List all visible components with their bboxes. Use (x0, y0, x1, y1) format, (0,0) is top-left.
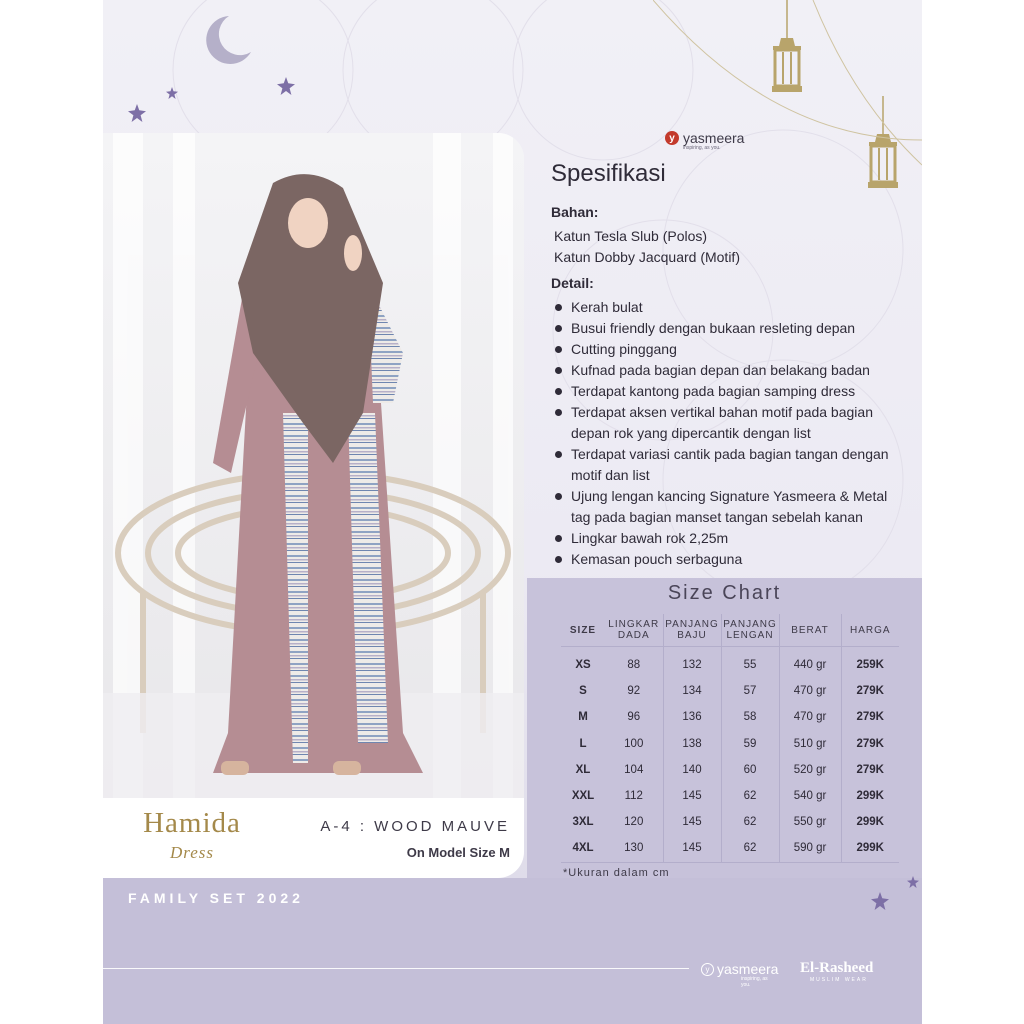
cell-weight: 510 gr (779, 731, 841, 757)
cell-chest: 104 (605, 757, 663, 783)
cell-body-length: 145 (663, 783, 721, 809)
cell-body-length: 132 (663, 647, 721, 679)
product-type: Dress (169, 843, 215, 862)
partner-brand-name: El-Rasheed (800, 960, 874, 976)
yasmeera-logo-icon: y (665, 131, 679, 145)
detail-list (551, 297, 903, 570)
footer-brand-tagline: inspiring, as you. (741, 976, 768, 988)
partner-logo (800, 959, 874, 983)
cell-price: 299K (856, 842, 884, 855)
product-sheet (103, 0, 922, 1024)
yasmeera-logo-icon: y (701, 963, 714, 976)
list-item: Terdapat variasi cantik pada bagian tangan dengan motif dan list (551, 444, 903, 486)
cell-weight: 520 gr (779, 757, 841, 783)
size-chart-title: Size Chart (667, 582, 782, 604)
table-row (561, 647, 899, 679)
list-item: Terdapat aksen vertikal bahan motif pada bagian depan rok yang dipercantik dengan list (551, 402, 903, 444)
brand-logo (665, 130, 745, 151)
table-row (561, 809, 899, 835)
cell-weight: 550 gr (779, 809, 841, 835)
detail-label: Detail: (551, 275, 594, 291)
cell-chest: 100 (605, 731, 663, 757)
header-body-length: PANJANG BAJU (663, 614, 721, 647)
cell-body-length: 134 (663, 678, 721, 704)
crescent-moon-icon (199, 12, 255, 68)
star-icon (871, 892, 889, 910)
cell-body-length: 145 (663, 835, 721, 862)
footer-divider (103, 968, 689, 969)
product-name: Hamida (143, 807, 241, 839)
bahan-label: Bahan: (551, 204, 599, 220)
cell-size: XL (575, 763, 591, 776)
cell-size: 3XL (572, 816, 594, 829)
header-weight: BERAT (779, 614, 841, 647)
size-note: *Ukuran dalam cm (563, 867, 670, 879)
cell-sleeve-length: 62 (721, 835, 779, 862)
spec-title: Spesifikasi (551, 160, 666, 187)
footer-brand-logo (701, 961, 779, 988)
product-photo-card (103, 133, 524, 878)
cell-body-length: 138 (663, 731, 721, 757)
list-item: Kemasan pouch serbaguna (551, 549, 903, 570)
list-item: Busui friendly dengan bukaan resleting depan (551, 318, 903, 339)
cell-price: 259K (856, 659, 884, 672)
header-size: SIZE (561, 614, 605, 647)
star-icon (166, 87, 178, 99)
cell-size: 4XL (572, 842, 594, 855)
header-price: HARGA (841, 614, 899, 647)
list-item: Kerah bulat (551, 297, 903, 318)
model-photo (103, 133, 524, 798)
cell-chest: 96 (605, 704, 663, 730)
brand-name: yasmeera (683, 130, 745, 146)
cell-weight: 470 gr (779, 678, 841, 704)
footer-brand-name: yasmeera (717, 961, 779, 977)
partner-brand-tagline: MUSLIM WEAR (810, 977, 868, 983)
cell-weight: 470 gr (779, 704, 841, 730)
header-chest: LINGKAR DADA (605, 614, 663, 647)
cell-price: 299K (856, 816, 884, 829)
cell-price: 299K (856, 790, 884, 803)
cell-chest: 112 (605, 783, 663, 809)
cell-sleeve-length: 59 (721, 731, 779, 757)
cell-size: S (579, 685, 587, 698)
cell-chest: 88 (605, 647, 663, 679)
list-item: Kufnad pada bagian depan dan belakang badan (551, 360, 903, 381)
collection-label: FAMILY SET 2022 (128, 890, 304, 906)
cell-sleeve-length: 57 (721, 678, 779, 704)
brand-tagline: inspiring, as you. (683, 145, 721, 151)
model-size: On Model Size M (406, 845, 510, 860)
cell-sleeve-length: 58 (721, 704, 779, 730)
list-item: Terdapat kantong pada bagian samping dress (551, 381, 903, 402)
cell-size: M (578, 711, 588, 724)
table-header-row (561, 614, 899, 647)
bahan-item: Katun Dobby Jacquard (Motif) (554, 249, 740, 265)
table-row (561, 835, 899, 862)
table-row (561, 731, 899, 757)
star-icon (277, 77, 295, 95)
cell-weight: 440 gr (779, 647, 841, 679)
cell-body-length: 136 (663, 704, 721, 730)
table-row (561, 678, 899, 704)
table-row (561, 757, 899, 783)
cell-weight: 540 gr (779, 783, 841, 809)
table-row (561, 704, 899, 730)
cell-chest: 130 (605, 835, 663, 862)
cell-chest: 120 (605, 809, 663, 835)
table-row (561, 783, 899, 809)
bahan-item: Katun Tesla Slub (Polos) (554, 228, 708, 244)
cell-sleeve-length: 62 (721, 783, 779, 809)
size-chart-table (561, 614, 899, 867)
cell-sleeve-length: 60 (721, 757, 779, 783)
cell-size: XXL (571, 790, 595, 803)
product-code: A-4 : WOOD MAUVE (320, 818, 510, 835)
cell-body-length: 140 (663, 757, 721, 783)
cell-price: 279K (856, 737, 884, 750)
star-icon (907, 876, 919, 888)
star-icon (128, 104, 146, 122)
cell-weight: 590 gr (779, 835, 841, 862)
cell-price: 279K (856, 763, 884, 776)
cell-price: 279K (856, 685, 884, 698)
header-sleeve-length: PANJANG LENGAN (721, 614, 779, 647)
list-item: Cutting pinggang (551, 339, 903, 360)
list-item: Lingkar bawah rok 2,25m (551, 528, 903, 549)
cell-chest: 92 (605, 678, 663, 704)
cell-size: XS (575, 659, 591, 672)
list-item: Ujung lengan kancing Signature Yasmeera & Metal tag pada bagian manset tangan sebelah kanan (551, 486, 903, 528)
cell-price: 279K (856, 711, 884, 724)
cell-sleeve-length: 55 (721, 647, 779, 679)
cell-body-length: 145 (663, 809, 721, 835)
cell-sleeve-length: 62 (721, 809, 779, 835)
cell-size: L (579, 737, 587, 750)
